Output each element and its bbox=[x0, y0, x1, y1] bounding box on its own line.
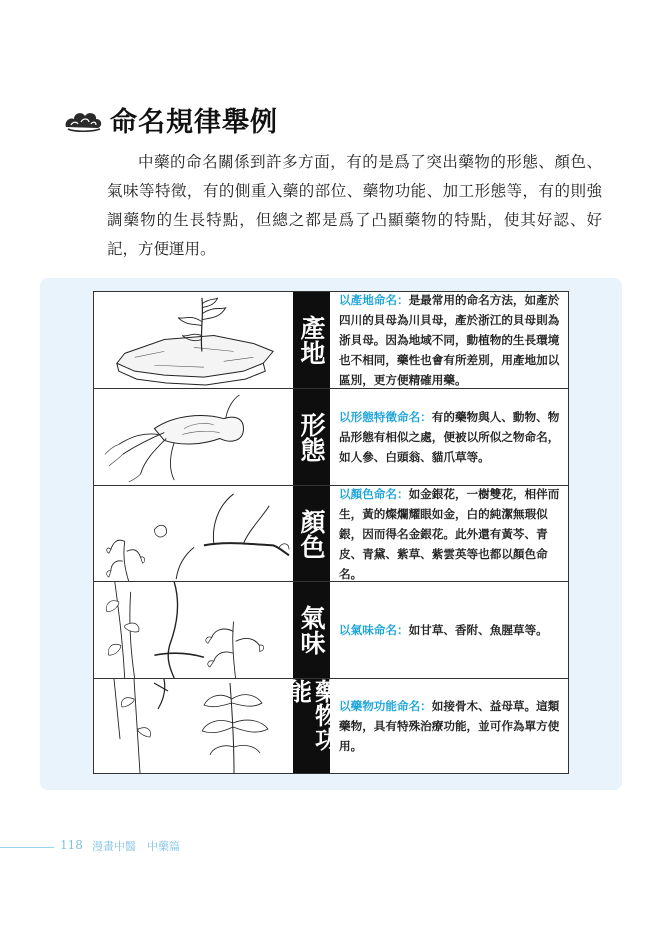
row-text: 是最常用的命名方法，如產於四川的貝母為川貝母，產於浙江的貝母則為浙貝母。因為地域不同，動植物的生長環境也不相同，藥性也會有所差別，用產地加以區別，更方便精確用藥。 bbox=[339, 293, 560, 387]
book-title: 漫畫中醫 中藥篇 bbox=[92, 840, 180, 853]
intro-paragraph: 中藥的命名關係到許多方面，有的是爲了突出藥物的形態、顏色、氣味等特徵，有的側重入藥的部位、藥物功能、加工形態等，有的則強調藥物的生長特點，但總之都是爲了凸顯藥物的特點，使其好認、好記，方便運用。 bbox=[107, 153, 602, 258]
row-description bbox=[339, 486, 560, 581]
section-heading bbox=[62, 100, 278, 139]
row-text: 如接骨木、益母草。這類藥物，具有特殊治療功能，並可作為單方使用。 bbox=[339, 699, 560, 753]
herb-stems-illustration bbox=[94, 582, 293, 678]
table-row bbox=[94, 292, 568, 389]
row-text: 有的藥物與人、動物、物品形態有相似之處，便被以所似之物命名，如人參、白頭翁、貓爪草等。 bbox=[339, 410, 560, 464]
footer-rule bbox=[0, 847, 54, 848]
naming-examples-table bbox=[93, 291, 569, 774]
row-text: 如金銀花，一樹雙花，相伴而生，黃的燦爛耀眼如金，白的純潔無瑕似銀，因而得名金銀花。此外還有黃芩、青皮、青黛、紫草、紫雲英等也都以顏色命名。 bbox=[339, 486, 560, 581]
cloud-ornament-icon bbox=[62, 105, 104, 135]
page-number: 118 bbox=[60, 838, 83, 852]
table-row bbox=[94, 679, 568, 773]
row-label bbox=[293, 486, 330, 581]
row-description bbox=[339, 582, 560, 678]
label-chars: 藥物功能 bbox=[283, 679, 340, 751]
row-label bbox=[293, 389, 330, 485]
table-row bbox=[94, 486, 568, 582]
label-chars: 氣味 bbox=[297, 605, 326, 655]
row-label bbox=[283, 679, 340, 773]
row-term: 以形態特徵命名： bbox=[339, 410, 432, 424]
page-title: 命名規律舉例 bbox=[110, 107, 278, 138]
row-term: 以氣味命名： bbox=[339, 623, 409, 637]
table-row bbox=[94, 389, 568, 486]
honeysuckle-vine-illustration bbox=[94, 486, 293, 581]
row-description bbox=[339, 292, 560, 388]
label-chars: 產地 bbox=[297, 315, 326, 365]
row-description bbox=[339, 389, 560, 485]
row-term: 以顏色命名： bbox=[339, 486, 409, 501]
page-footer bbox=[0, 838, 663, 858]
ginseng-root-illustration bbox=[94, 389, 293, 485]
label-chars: 顏色 bbox=[297, 508, 326, 559]
row-description bbox=[339, 679, 560, 773]
table-row bbox=[94, 582, 568, 679]
row-label bbox=[293, 292, 330, 388]
label-chars: 形態 bbox=[297, 412, 326, 462]
row-term: 以藥物功能命名： bbox=[339, 699, 432, 713]
row-text: 如甘草、香附、魚腥草等。 bbox=[408, 623, 548, 637]
row-term: 以產地命名： bbox=[339, 293, 409, 307]
row-label bbox=[293, 582, 330, 678]
plant-on-rock-illustration bbox=[94, 292, 293, 388]
motherwort-illustration bbox=[94, 679, 293, 773]
